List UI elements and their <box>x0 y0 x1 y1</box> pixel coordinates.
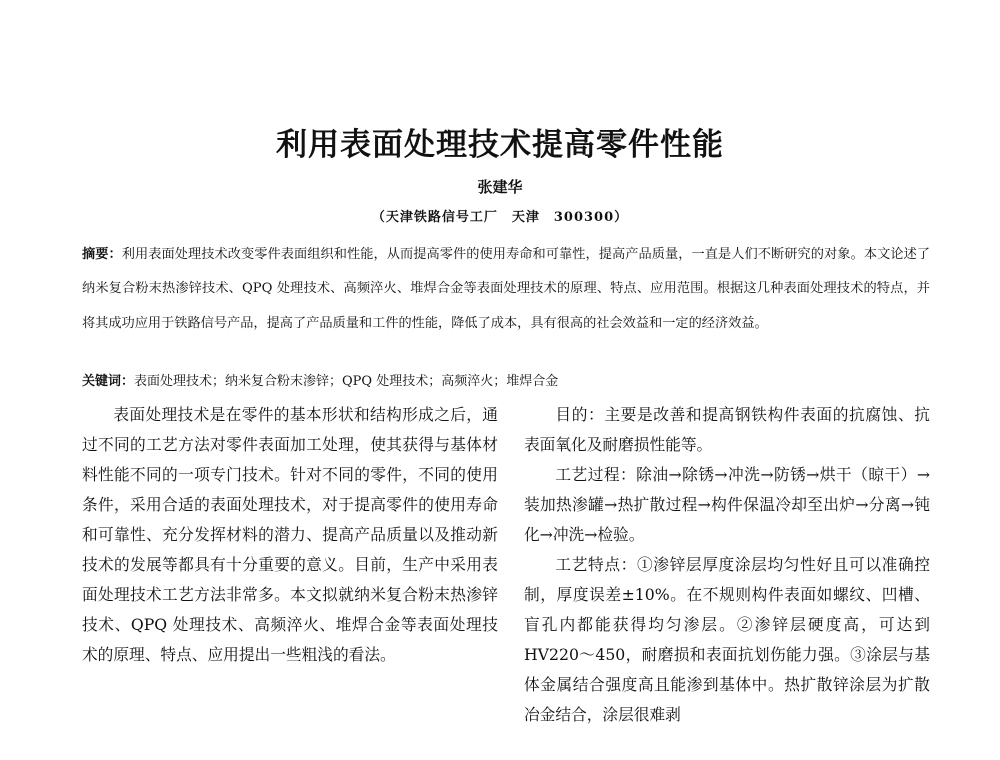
author-name: 张建华 <box>477 178 523 196</box>
body-paragraph-features: 工艺特点：①渗锌层厚度涂层均匀性好且可以准确控制，厚度误差±10%。在不规则构件表面如螺纹、凹槽、盲孔内都能获得均匀渗层。②渗锌层硬度高，可达到 HV220～450，耐磨损和表面抗划伤能力强。③涂层与基体金属结合强度高且能渗到基体中。热扩散锌涂层为扩散冶金结合，涂层很难剥 <box>524 555 930 724</box>
author-affiliation: （天津铁路信号工厂 天津 300300） <box>371 210 629 225</box>
keywords-label: 关键词： <box>82 374 135 389</box>
body-left-column <box>82 400 498 670</box>
paper-title: 利用表面处理技术提高零件性能 <box>276 127 724 163</box>
abstract <box>82 238 930 341</box>
body-right-column <box>524 400 930 730</box>
body-paragraph-process: 工艺过程：除油→除锈→冲洗→防锈→烘干（晾干）→装加热渗罐→热扩散过程→构件保温冷却至出炉→分离→钝化→冲洗→检验。 <box>524 465 930 544</box>
keywords-text: 表面处理技术；纳米复合粉末渗锌；QPQ 处理技术；高频淬火；堆焊合金 <box>134 374 559 389</box>
keywords <box>82 369 930 395</box>
abstract-text: 利用表面处理技术改变零件表面组织和性能，从而提高零件的使用寿命和可靠性，提高产品质量，一直是人们不断研究的对象。本文论述了纳米复合粉末热渗锌技术、QPQ 处理技术、高频淬火、堆焊合金等表面处理技术的原理、特点、应用范围。根据这几种表面处理技术的特点，并将其成功应用于铁路信号产品，提高了产品质量和工件的性能，降低了成本，具有很高的社会效益和一定的经济效益。 <box>82 247 931 331</box>
body-paragraph-purpose: 目的：主要是改善和提高钢铁构件表面的抗腐蚀、抗表面氧化及耐磨损性能等。 <box>524 405 930 454</box>
abstract-label: 摘要： <box>82 247 122 262</box>
body-paragraph: 表面处理技术是在零件的基本形状和结构形成之后，通过不同的工艺方法对零件表面加工处理，使其获得与基体材料性能不同的一项专门技术。针对不同的零件，不同的使用条件，采用合适的表面处理技术，对于提高零件的使用寿命和可靠性、充分发挥材料的潜力、提高产品质量以及推动新技术的发展等都具有十分重要的意义。目前，生产中采用表面处理技术工艺方法非常多。本文拟就纳米复合粉末热渗锌技术、QPQ 处理技术、高频淬火、堆焊合金等表面处理技术的原理、特点、应用提出一些粗浅的看法。 <box>82 405 498 664</box>
